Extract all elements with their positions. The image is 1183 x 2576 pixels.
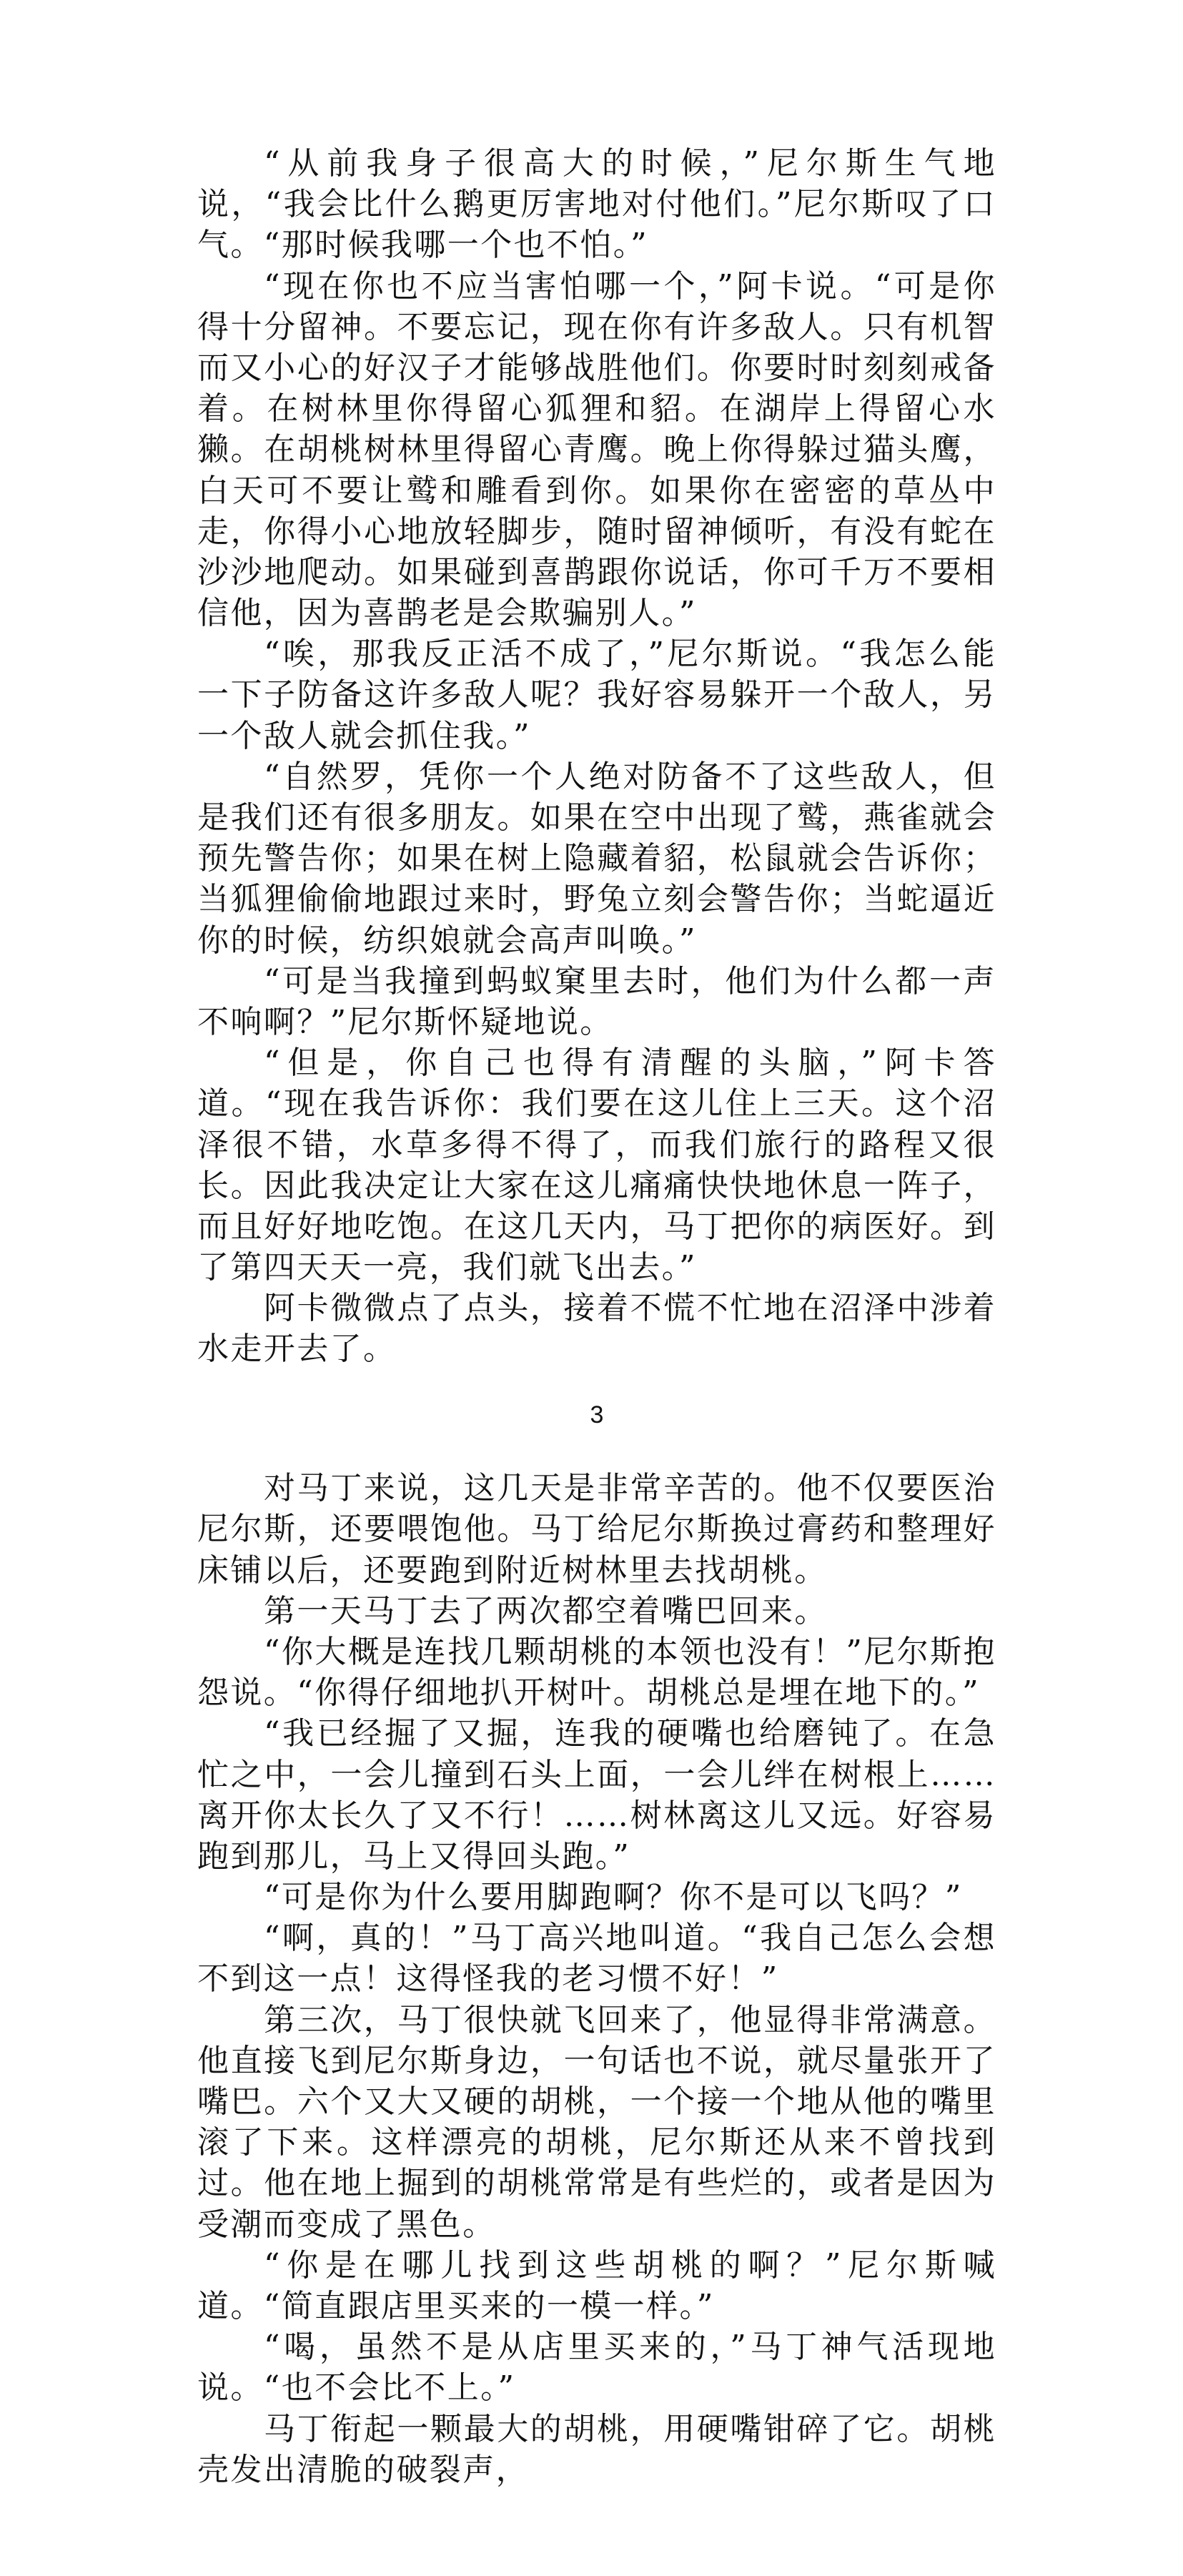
paragraph: “但是，你自己也得有清醒的头脑，”阿卡答道。“现在我告诉你：我们要在这儿住上三天。这个沼泽很不错，水草多得不得了，而我们旅行的路程又很长。因此我决定让大家在这儿痛痛快快地休息一阵子，而且好好地吃饱。在这几天内，马丁把你的病医好。到了第四天天一亮，我们就飞出去。” bbox=[197, 1045, 996, 1286]
paragraph: “现在你也不应当害怕哪一个，”阿卡说。“可是你得十分留神。不要忘记，现在你有许多敌人。只有机智而又小心的好汉子才能够战胜他们。你要时时刻刻戒备着。在树林里你得留心狐狸和貂。在湖岸上得留心水獭。在胡桃树林里得留心青鹰。晚上你得躲过猫头鹰，白天可不要让鹫和雕看到你。如果你在密密的草丛中走，你得小心地放轻脚步，随时留神倾听，有没有蛇在沙沙地爬动。如果碰到喜鹊跟你说话，你可千万不要相信他，因为喜鹊老是会欺骗别人。” bbox=[197, 267, 996, 632]
paragraph: 第一天马丁去了两次都空着嘴巴回来。 bbox=[264, 1592, 828, 1629]
section-1-text bbox=[197, 143, 996, 1370]
section-2-text bbox=[197, 1468, 996, 2490]
paragraph: 对马丁来说，这几天是非常辛苦的。他不仅要医治尼尔斯，还要喂饱他。马丁给尼尔斯换过膏药和整理好床铺以后，还要跑到附近树林里去找胡桃。 bbox=[197, 1470, 996, 1589]
paragraph: 马丁衔起一颗最大的胡桃，用硬嘴钳碎了它。胡桃壳发出清脆的破裂声， bbox=[197, 2410, 996, 2488]
paragraph: 第三次，马丁很快就飞回来了，他显得非常满意。他直接飞到尼尔斯身边，一句话也不说，就尽量张开了嘴巴。六个又大又硬的胡桃，一个接一个地从他的嘴里滚了下来。这样漂亮的胡桃，尼尔斯还从来不曾找到过。他在地上掘到的胡桃常常是有些烂的，或者是因为受潮而变成了黑色。 bbox=[197, 2001, 996, 2243]
paragraph: “喝，虽然不是从店里买来的，”马丁神气活现地说。“也不会比不上。” bbox=[197, 2329, 996, 2407]
paragraph: “可是你为什么要用脚跑啊？你不是可以飞吗？” bbox=[264, 1879, 963, 1916]
paragraph: “啊，真的！”马丁高兴地叫道。“我自己怎么会想不到这一点！这得怪我的老习惯不好！” bbox=[197, 1920, 996, 1998]
paragraph: 阿卡微微点了点头，接着不慌不忙地在沼泽中涉着水走开去了。 bbox=[197, 1290, 996, 1368]
section-number-heading: 3 bbox=[590, 1401, 604, 1428]
paragraph: “从前我身子很高大的时候，”尼尔斯生气地说，“我会比什么鹅更厉害地对付他们。”尼尔斯叹了口气。“那时候我哪一个也不怕。” bbox=[197, 145, 996, 264]
paragraph: “你是在哪儿找到这些胡桃的啊？”尼尔斯喊道。“简直跟店里买来的一模一样。” bbox=[197, 2246, 996, 2324]
paragraph: “自然罗，凭你一个人绝对防备不了这些敌人，但是我们还有很多朋友。如果在空中出现了鹫，燕雀就会预先警告你；如果在树上隐藏着貂，松鼠就会告诉你；当狐狸偷偷地跟过来时，野兔立刻会警告你；当蛇逼近你的时候，纺织娘就会高声叫唤。” bbox=[197, 758, 996, 959]
paragraph: “可是当我撞到蚂蚁窠里去时，他们为什么都一声不响啊？”尼尔斯怀疑地说。 bbox=[197, 962, 996, 1040]
paragraph: “我已经掘了又掘，连我的硬嘴也给磨钝了。在急忙之中，一会儿撞到石头上面，一会儿绊在树根上……离开你太长久了又不行！……树林离这儿又远。好容易跑到那儿，马上又得回头跑。” bbox=[197, 1715, 996, 1875]
paragraph: “你大概是连找几颗胡桃的本领也没有！”尼尔斯抱怨说。“你得仔细地扒开树叶。胡桃总是埋在地下的。” bbox=[197, 1633, 996, 1712]
paragraph: “唉，那我反正活不成了，”尼尔斯说。“我怎么能一下子防备这许多敌人呢？我好容易躲开一个敌人，另一个敌人就会抓住我。” bbox=[197, 636, 996, 754]
